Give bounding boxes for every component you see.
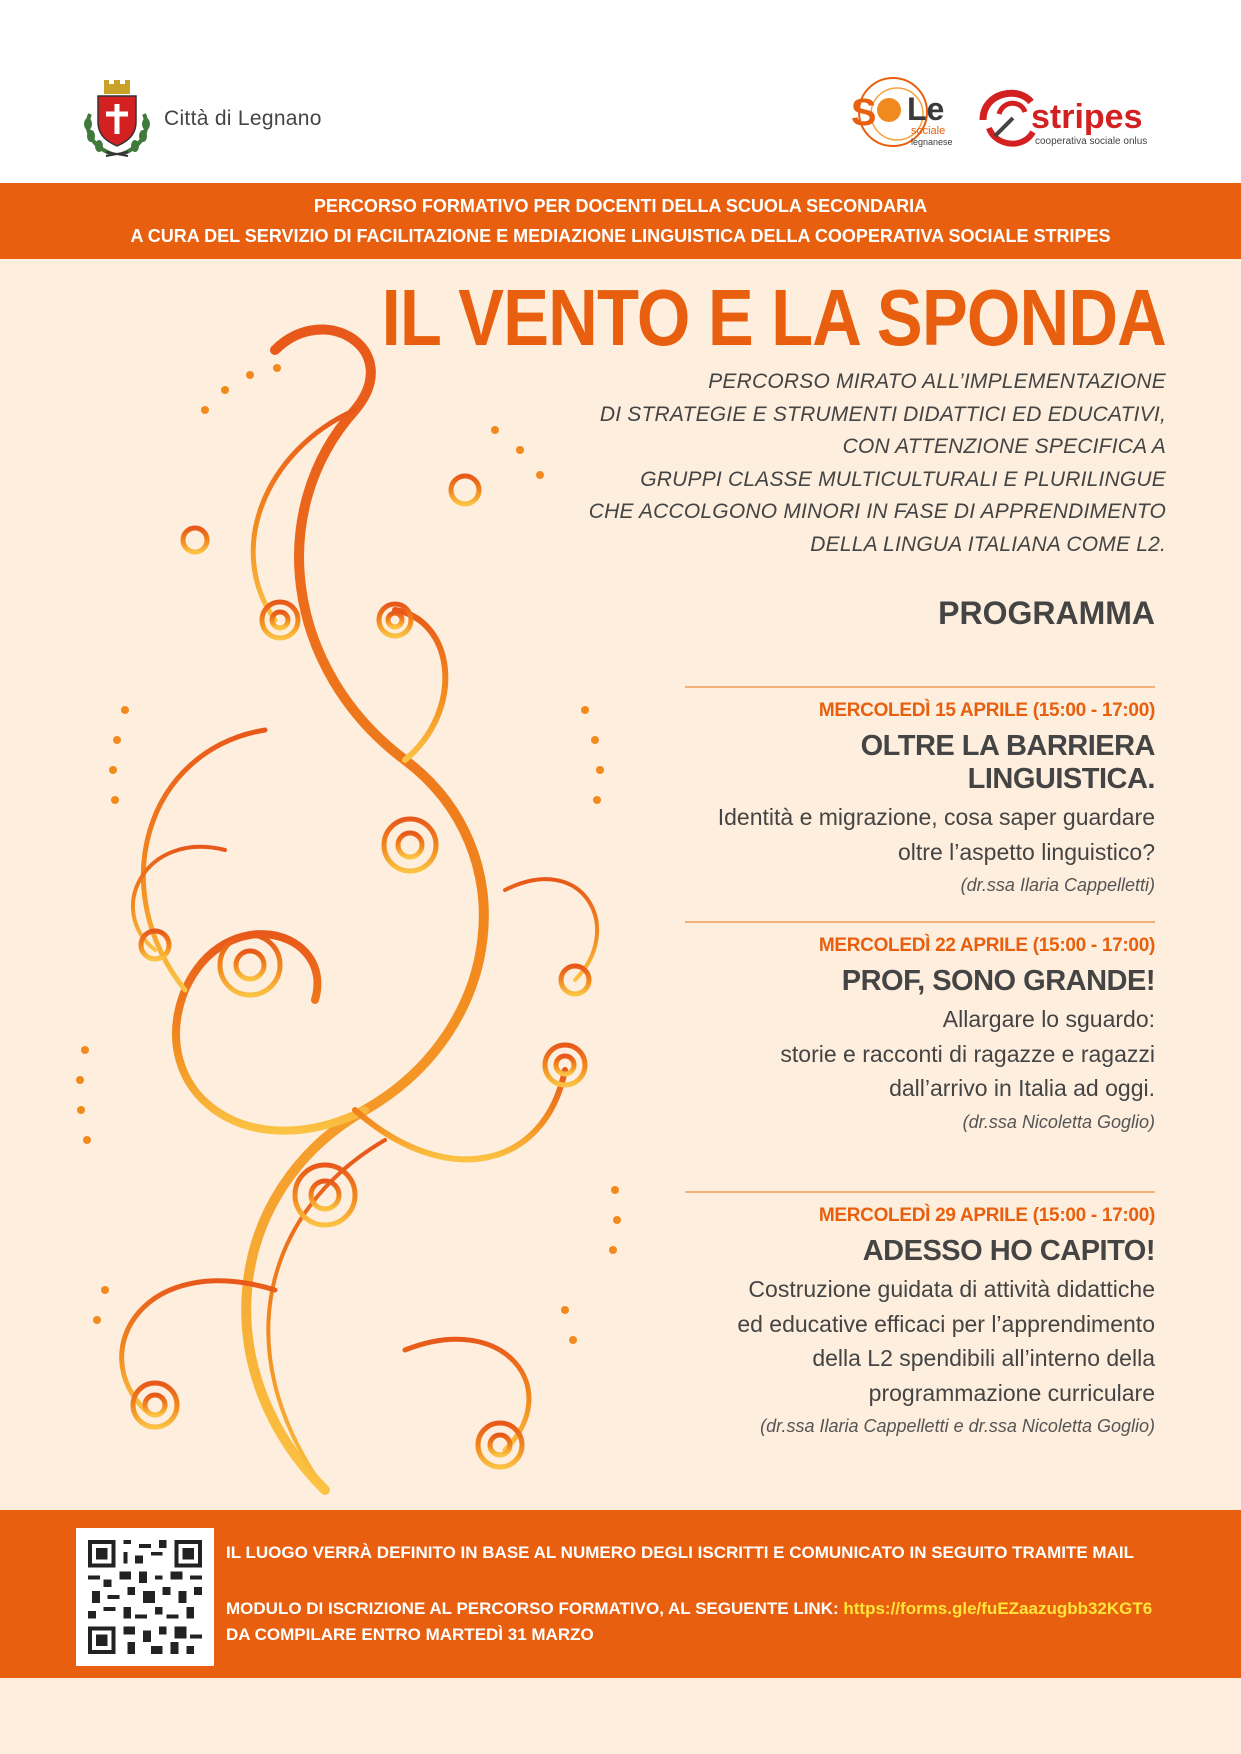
qr-code[interactable] bbox=[76, 1528, 214, 1666]
session-2 bbox=[685, 921, 1155, 1133]
sole-logo-line1: sociale bbox=[911, 125, 946, 137]
session-1 bbox=[685, 686, 1155, 896]
session-description bbox=[685, 1002, 1155, 1106]
session-description-line: ed educative efficaci per l’apprendimento bbox=[737, 1310, 1155, 1337]
session-description-line: storie e racconti di ragazze e ragazzi bbox=[780, 1040, 1155, 1067]
divider bbox=[685, 686, 1155, 688]
session-description-line: oltre l’aspetto linguistico? bbox=[898, 838, 1155, 865]
sole-logo-prefix: S bbox=[851, 92, 877, 134]
stripes-logo bbox=[973, 70, 1153, 162]
session-description-line: Costruzione guidata di attività didattiche bbox=[748, 1276, 1155, 1302]
city-logo bbox=[82, 80, 322, 158]
session-description bbox=[685, 800, 1155, 869]
session-speaker: (dr.ssa Ilaria Cappelletti e dr.ssa Nicoletta Goglio) bbox=[760, 1416, 1155, 1436]
programma-heading: PROGRAMMA bbox=[938, 595, 1155, 631]
top-band-line-2: A CURA DEL SERVIZIO DI FACILITAZIONE E MEDIAZIONE LINGUISTICA DELLA COOPERATIVA SOCIALE STRIPES bbox=[130, 226, 1111, 246]
subtitle-line: GRUPPI CLASSE MULTICULTURALI E PLURILINGUE bbox=[640, 467, 1166, 491]
top-band-line-1: PERCORSO FORMATIVO PER DOCENTI DELLA SCUOLA SECONDARIA bbox=[313, 196, 928, 216]
form-link[interactable]: https://forms.gle/fuEZaazugbb32KGT6 bbox=[843, 1599, 1153, 1618]
bottom-band bbox=[0, 1510, 1241, 1678]
sole-logo-line2: legnanese bbox=[911, 137, 953, 147]
session-date: MERCOLEDÌ 29 APRILE (15:00 - 17:00) bbox=[818, 1205, 1155, 1226]
session-description-line: Allargare lo sguardo: bbox=[942, 1006, 1155, 1032]
sole-logo-suffix: Le bbox=[907, 91, 945, 127]
subtitle-line: CON ATTENZIONE SPECIFICA A bbox=[842, 435, 1166, 458]
form-label: MODULO DI ISCRIZIONE AL PERCORSO FORMATIVO, AL SEGUENTE LINK: bbox=[226, 1599, 844, 1618]
divider bbox=[685, 921, 1155, 923]
form-line bbox=[226, 1596, 1152, 1622]
session-title: ADESSO HO CAPITO! bbox=[862, 1235, 1155, 1267]
subtitle-line: DELLA LINGUA ITALIANA COME L2. bbox=[810, 532, 1166, 556]
stripes-logo-name: stripes bbox=[1031, 98, 1143, 136]
subtitle-line: PERCORSO MIRATO ALL’IMPLEMENTAZIONE bbox=[708, 370, 1166, 393]
subtitle bbox=[566, 366, 1166, 561]
partner-logos bbox=[845, 70, 1153, 162]
deadline: DA COMPILARE ENTRO MARTEDÌ 31 MARZO bbox=[226, 1625, 594, 1644]
session-title: OLTRE LA BARRIERA LINGUISTICA. bbox=[860, 730, 1155, 795]
session-date: MERCOLEDÌ 15 APRILE (15:00 - 17:00) bbox=[818, 700, 1155, 721]
subtitle-line: DI STRATEGIE E STRUMENTI DIDATTICI ED EDUCATIVI, bbox=[599, 402, 1166, 426]
divider bbox=[685, 1191, 1155, 1193]
session-description-line: programmazione curriculare bbox=[868, 1379, 1155, 1406]
session-speaker: (dr.ssa Ilaria Cappelletti) bbox=[960, 875, 1155, 895]
qr-code-icon bbox=[88, 1540, 202, 1654]
top-band bbox=[0, 183, 1241, 259]
session-3 bbox=[685, 1191, 1155, 1437]
session-description-line: Identità e migrazione, cosa saper guardare bbox=[717, 804, 1155, 830]
city-name: Città di Legnano bbox=[164, 107, 322, 130]
session-description bbox=[685, 1272, 1155, 1410]
main-title: IL VENTO E LA SPONDA bbox=[381, 273, 1166, 362]
location-note: IL LUOGO VERRÀ DEFINITO IN BASE AL NUMERO DEGLI ISCRITTI E COMUNICATO IN SEGUITO TRAMITE MAIL bbox=[226, 1543, 1134, 1562]
city-crest-icon bbox=[82, 80, 152, 158]
sole-logo bbox=[845, 70, 965, 162]
subtitle-line: CHE ACCOLGONO MINORI IN FASE DI APPRENDIMENTO bbox=[588, 500, 1166, 523]
session-date: MERCOLEDÌ 22 APRILE (15:00 - 17:00) bbox=[818, 935, 1155, 956]
session-description-line: dall’arrivo in Italia ad oggi. bbox=[889, 1075, 1155, 1101]
page-header bbox=[0, 0, 1241, 183]
session-title: PROF, SONO GRANDE! bbox=[841, 965, 1155, 997]
footer-text bbox=[226, 1540, 1152, 1648]
session-description-line: della L2 spendibili all’interno della bbox=[812, 1345, 1155, 1371]
session-speaker: (dr.ssa Nicoletta Goglio) bbox=[962, 1111, 1155, 1132]
swirl-ornament-icon bbox=[25, 290, 645, 1510]
stripes-logo-tagline: cooperativa sociale onlus bbox=[1035, 136, 1148, 147]
